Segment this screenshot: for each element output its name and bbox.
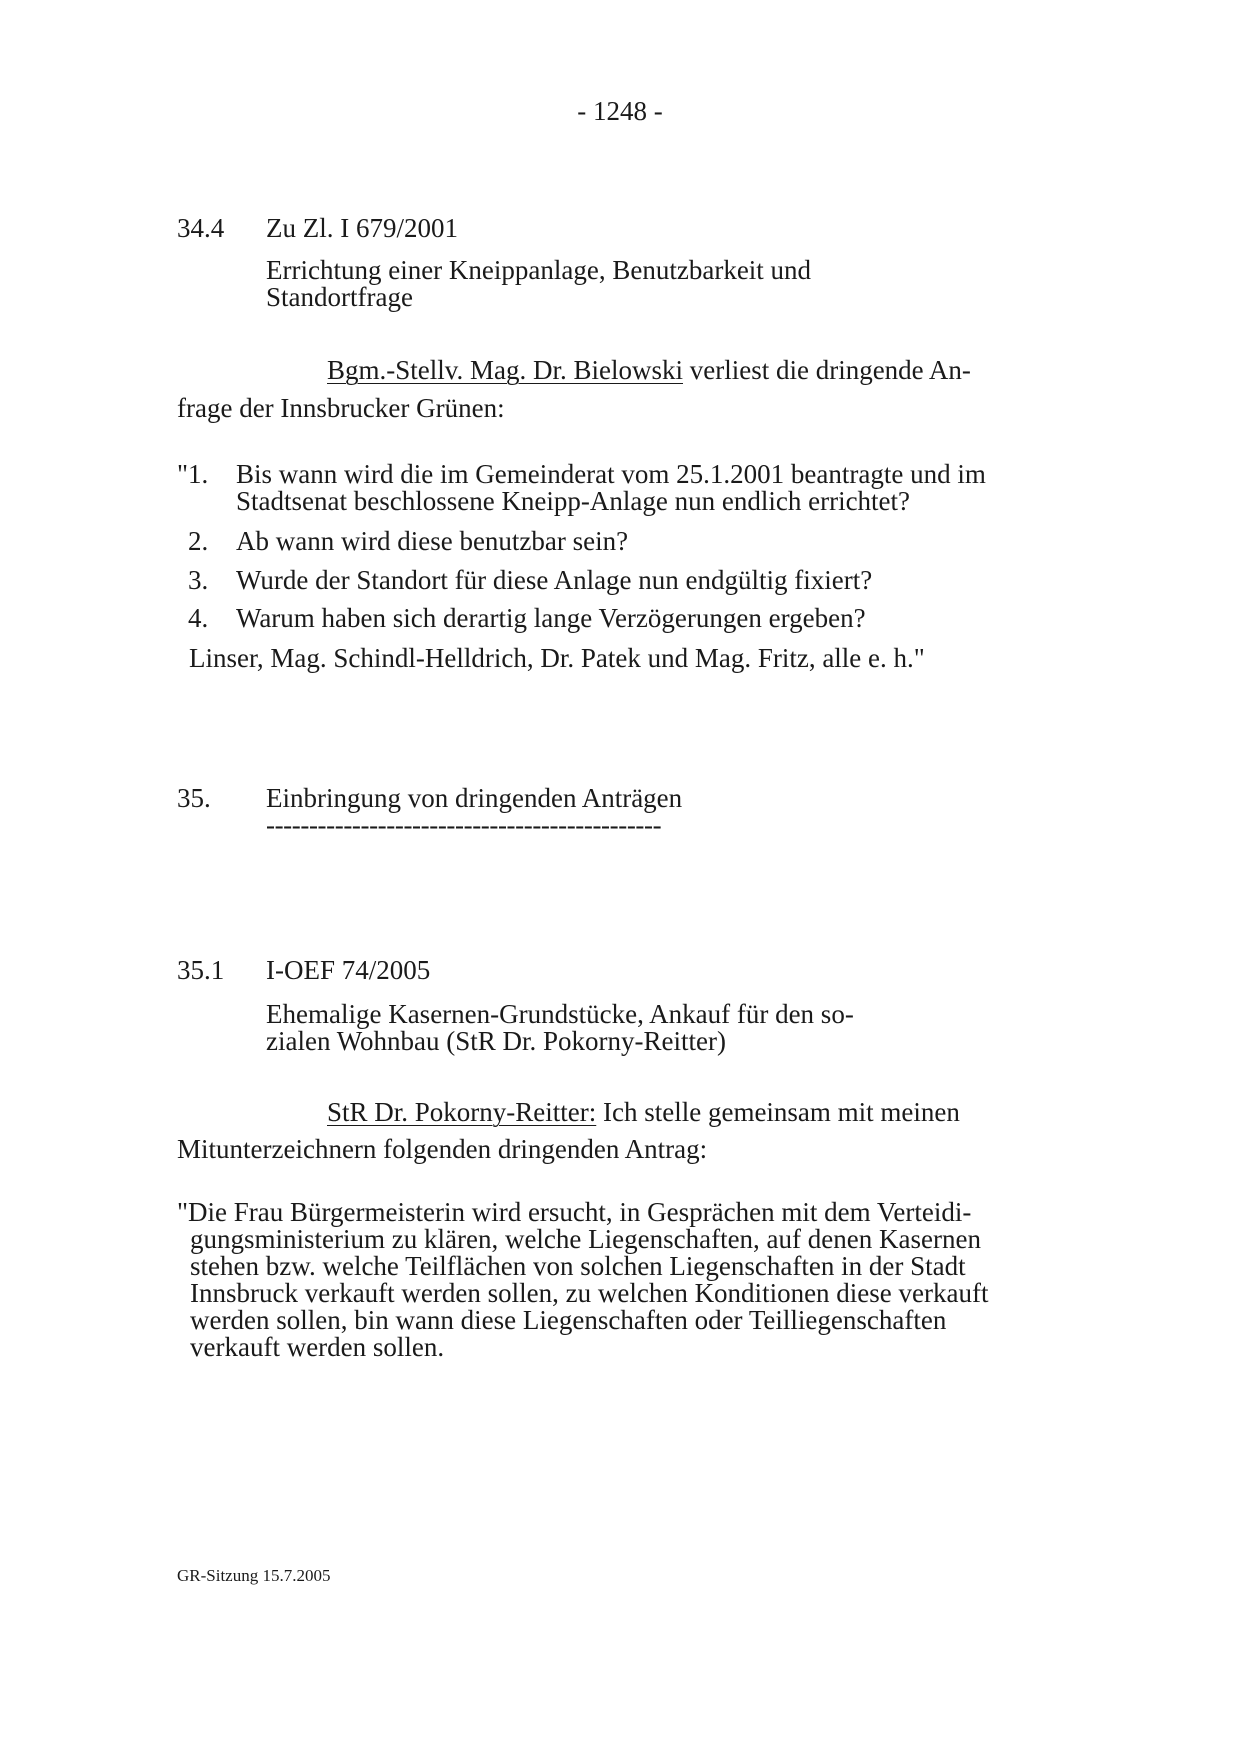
intro-line-1: [327, 1099, 960, 1126]
signatories: Linser, Mag. Schindl-Helldrich, Dr. Patek und Mag. Fritz, alle e. h.": [189, 643, 925, 673]
item-title-line-2: zialen Wohnbau (StR Dr. Pokorny-Reitter): [266, 1026, 727, 1056]
question-1-number: "1.: [177, 459, 209, 489]
item-reference: I-OEF 74/2005: [266, 955, 431, 985]
dashed-rule: ----------------------------------------------: [266, 810, 662, 840]
motion-line-3: stehen bzw. welche Teilflächen von solchen Liegenschaften in der Stadt: [190, 1251, 966, 1281]
intro-line-1: [327, 357, 971, 384]
question-4-text: Warum haben sich derartig lange Verzögerungen ergeben?: [236, 603, 866, 633]
item-title-line-1: Ehemalige Kasernen-Grundstücke, Ankauf für den so-: [266, 999, 854, 1029]
item-number: 35.: [177, 783, 211, 813]
question-3-text: Wurde der Standort für diese Anlage nun endgültig fixiert?: [236, 565, 873, 595]
item-title-line-1: Errichtung einer Kneippanlage, Benutzbarkeit und: [266, 255, 812, 285]
question-1-line-1: Bis wann wird die im Gemeinderat vom 25.1.2001 beantragte und im: [236, 459, 986, 489]
motion-line-5: werden sollen, bin wann diese Liegenschaften oder Teilliegenschaften: [190, 1305, 947, 1335]
footer: GR-Sitzung 15.7.2005: [177, 1566, 331, 1585]
speaker-name: Bgm.-Stellv. Mag. Dr. Bielowski: [327, 355, 683, 385]
question-2-number: 2.: [188, 526, 209, 556]
item-title-line-2: Standortfrage: [266, 282, 413, 312]
question-4-number: 4.: [188, 603, 209, 633]
question-2-text: Ab wann wird diese benutzbar sein?: [236, 526, 629, 556]
motion-line-6: verkauft werden sollen.: [190, 1332, 445, 1362]
question-1-line-2: Stadtsenat beschlossene Kneipp-Anlage nun endlich errichtet?: [236, 486, 911, 516]
motion-line-1: "Die Frau Bürgermeisterin wird ersucht, in Gesprächen mit dem Verteidi-: [177, 1197, 972, 1227]
question-3-number: 3.: [188, 565, 209, 595]
item-number: 34.4: [177, 213, 225, 243]
intro-line-2: frage der Innsbrucker Grünen:: [177, 393, 505, 423]
motion-line-4: Innsbruck verkauft werden sollen, zu welchen Konditionen diese verkauft: [190, 1278, 989, 1308]
intro-text: verliest die dringende An-: [683, 355, 971, 385]
section-title: Einbringung von dringenden Anträgen: [266, 783, 683, 813]
intro-text: Ich stelle gemeinsam mit meinen: [596, 1097, 960, 1127]
item-reference: Zu Zl. I 679/2001: [266, 213, 458, 243]
speaker-name: StR Dr. Pokorny-Reitter:: [327, 1097, 597, 1127]
item-number: 35.1: [177, 955, 225, 985]
page-number: - 1248 -: [577, 96, 663, 126]
intro-line-2: Mitunterzeichnern folgenden dringenden Antrag:: [177, 1134, 708, 1164]
motion-line-2: gungsministerium zu klären, welche Liegenschaften, auf denen Kasernen: [190, 1224, 981, 1254]
